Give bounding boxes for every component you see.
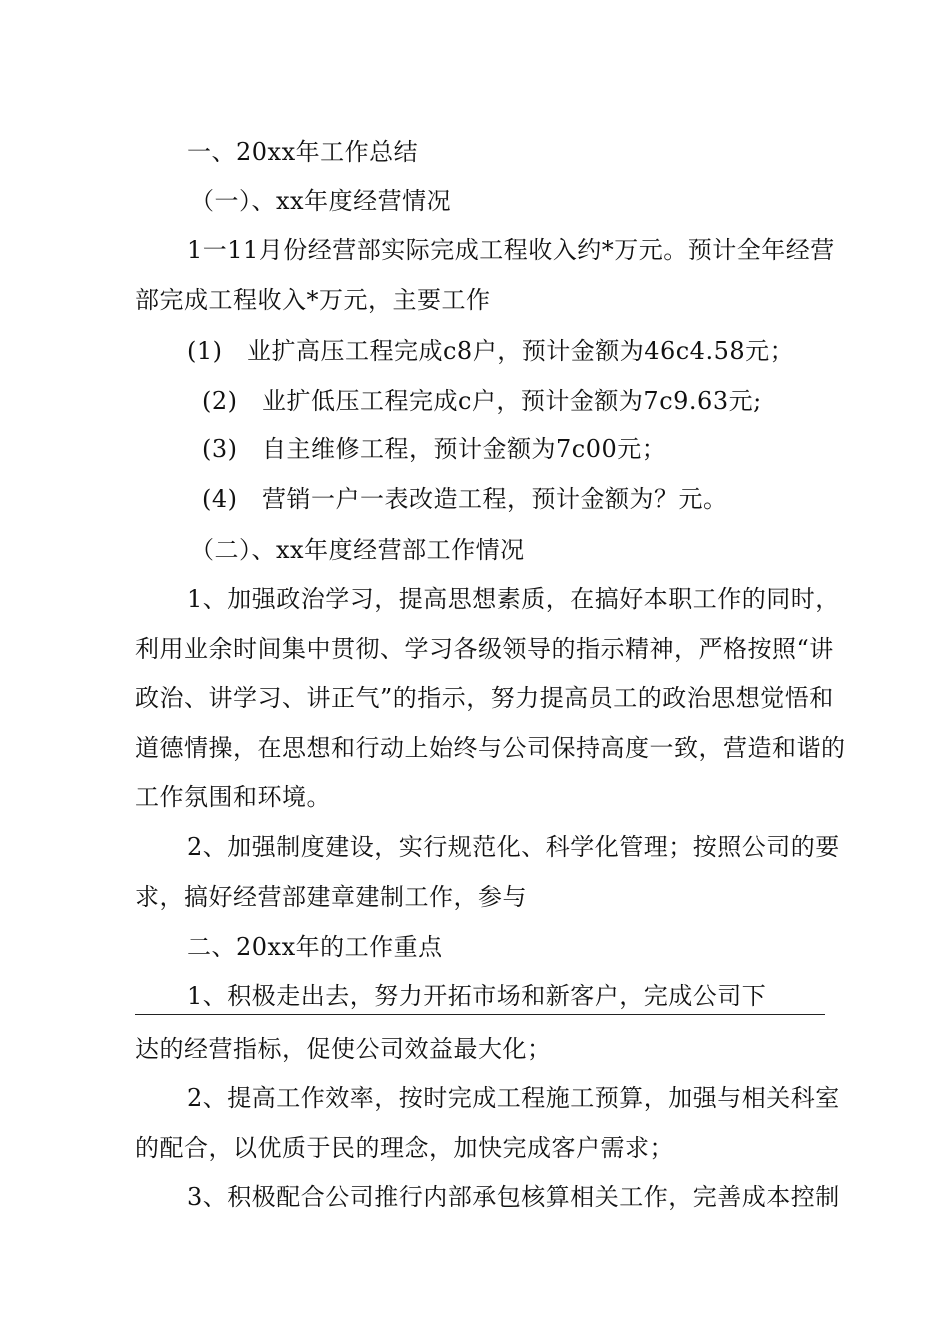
paragraph-line: 达的经营指标，促使公司效益最大化； — [135, 1035, 552, 1063]
section-heading-2: 二、20xx年的工作重点 — [187, 933, 443, 961]
paragraph-line: 2、加强制度建设，实行规范化、科学化管理；按照公司的要 — [187, 833, 840, 861]
list-item-line: (3) 自主维修工程，预计金额为7c00元； — [202, 435, 667, 463]
paragraph-line: 1、加强政治学习，提高思想素质，在搞好本职工作的同时， — [187, 585, 840, 613]
subsection-heading-1: （一）、xx年度经营情况 — [190, 187, 452, 215]
paragraph-line: 的配合，以优质于民的理念，加快完成客户需求； — [135, 1134, 674, 1162]
paragraph-line: 工作氛围和环境。 — [135, 783, 331, 811]
section-heading-1: 一、20xx年工作总结 — [187, 138, 419, 166]
horizontal-rule — [135, 1014, 825, 1015]
list-item-line: (1) 业扩高压工程完成c8户，预计金额为46c4.58元； — [187, 337, 795, 365]
paragraph-line: 部完成工程收入*万元，主要工作 — [135, 286, 491, 314]
list-item-line: (4) 营销一户一表改造工程，预计金额为？元。 — [202, 485, 728, 513]
paragraph-line: 1一11月份经营部实际完成工程收入约*万元。预计全年经营 — [187, 236, 835, 264]
subsection-heading-2: （二）、xx年度经营部工作情况 — [190, 536, 525, 564]
paragraph-line: 道德情操，在思想和行动上始终与公司保持高度一致，营造和谐的 — [135, 734, 846, 762]
paragraph-line: 政治、讲学习、讲正气”的指示，努力提高员工的政治思想觉悟和 — [135, 684, 834, 712]
paragraph-line: 3、积极配合公司推行内部承包核算相关工作，完善成本控制 — [187, 1183, 840, 1211]
paragraph-line: 利用业余时间集中贯彻、学习各级领导的指示精神，严格按照“讲 — [135, 635, 834, 663]
list-item-line: (2) 业扩低压工程完成c户，预计金额为7c9.63元; — [202, 387, 762, 415]
paragraph-line: 2、提高工作效率，按时完成工程施工预算，加强与相关科室 — [187, 1084, 840, 1112]
paragraph-line: 1、积极走出去，努力开拓市场和新客户，完成公司下 — [187, 982, 767, 1010]
paragraph-line: 求，搞好经营部建章建制工作，参与 — [135, 883, 527, 911]
